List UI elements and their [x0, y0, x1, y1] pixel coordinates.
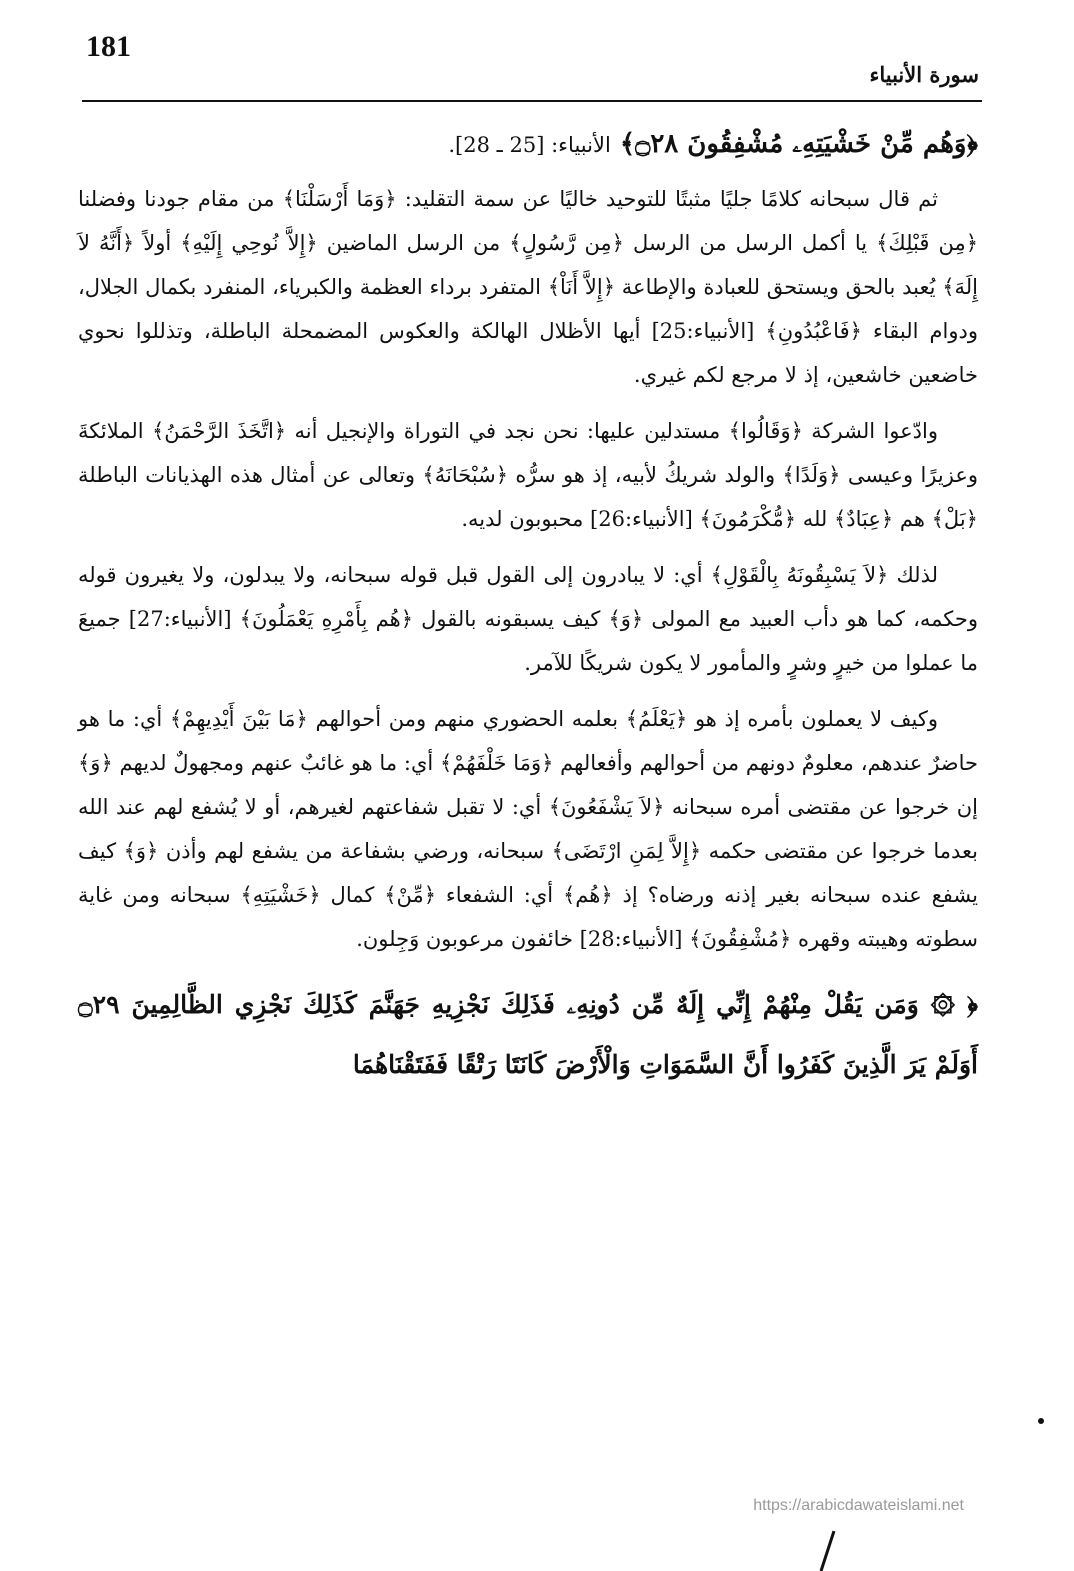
- watermark-url: https://arabicdawateislami.net: [753, 1497, 964, 1514]
- opening-verse-line: [78, 118, 978, 171]
- page-body: [78, 118, 978, 1095]
- paragraph-1: ثم قال سبحانه كلامًا جليًا مثبتًا للتوحيد خاليًا عن سمة التقليد: ﴿وَمَا أَرْسَلْنَا﴾ من مقام جودنا وفضلنا ﴿مِن قَبْلِكَ﴾ يا أكمل الرسل من الرسل ﴿مِن رَّسُولٍ﴾ من الرسل الماضين ﴿إِلاَّ نُوحِي إِلَيْهِ﴾ أولاً ﴿أَنَّهُ لاَ إِلَهَ﴾ يُعبد بالحق ويستحق للعبادة والإطاعة ﴿إِلاَّ أَنَاْ﴾ المتفرد برداء العظمة والكبرياء، المنفرد بكمال الجلال، ودوام البقاء ﴿فَاعْبُدُونِ﴾ [الأنبياء:25] أيها الأظلال الهالكة والعكوس المضمحلة الباطلة، وتذللوا نحوي خاضعين خاشعين، إذ لا مرجع لكم غيري.: [78, 187, 978, 387]
- surah-title: سورة الأنبياء: [869, 62, 979, 87]
- margin-dot: [1038, 1418, 1044, 1424]
- opening-reference: الأنبياء: [25 ـ 28].: [448, 133, 611, 157]
- paragraph-3: لذلك ﴿لاَ يَسْبِقُونَهُ بِالْقَوْلِ﴾ أي: لا يبادرون إلى القول قبل قوله سبحانه، ولا يبدلون، ولا يغيرون قوله وحكمه، كما هو دأب العبيد مع المولى ﴿وَ﴾ كيف يسبقونه بالقول ﴿هُم بِأَمْرِهِ يَعْمَلُونَ﴾ [الأنبياء:27] جميعَ ما عملوا من خيرٍ وشرٍ والمأمور لا يكون شريكًا للآمر.: [78, 563, 978, 675]
- closing-verses: ﴿ ۞ وَمَن يَقُلْ مِنْهُمْ إِنِّي إِلَهٌ مِّن دُونِهِۦ فَذَلِكَ نَجْزِيهِ جَهَنَّمَ كَذَلِكَ نَجْزِي الظَّالِمِينَ ۝٢٩ أَوَلَمْ يَرَ الَّذِينَ كَفَرُوا أَنَّ السَّمَوَاتِ وَالْأَرْضَ كَانَتَا رَتْقًا فَفَتَقْنَاهُمَا: [78, 990, 978, 1079]
- page-number: 181: [86, 30, 131, 63]
- header-rule: [82, 100, 982, 102]
- pen-mark: [820, 1531, 836, 1571]
- paragraph-2: وادّعوا الشركة ﴿وَقَالُوا﴾ مستدلين عليها: نحن نجد في التوراة والإنجيل أنه ﴿اتَّخَذَ الرَّحْمَنُ﴾ الملائكةَ وعزيرًا وعيسى ﴿وَلَدًا﴾ والولد شريكُ لأبيه، إذ هو سرُّه ﴿سُبْحَانَهُ﴾ وتعالى عن أمثال هذه الهذيانات الباطلة ﴿بَلْ﴾ هم ﴿عِبَادٌ﴾ لله ﴿مُّكْرَمُونَ﴾ [الأنبياء:26] محبوبون لديه.: [78, 419, 978, 531]
- opening-verse: ﴿وَهُم مِّنْ خَشْيَتِهِۦ مُشْفِقُونَ ۝٢٨﴾: [619, 129, 978, 159]
- paragraph-4: وكيف لا يعملون بأمره إذ هو ﴿يَعْلَمُ﴾ بعلمه الحضوري منهم ومن أحوالهم ﴿مَا بَيْنَ أَيْدِيهِمْ﴾ أي: ما هو حاضرٌ عندهم، معلومٌ دونهم من أحوالهم وأفعالهم ﴿وَمَا خَلْفَهُمْ﴾ أي: ما هو غائبٌ عنهم ومجهولٌ لديهم ﴿وَ﴾ إن خرجوا عن مقتضى أمره سبحانه ﴿لاَ يَشْفَعُونَ﴾ أي: لا تقبل شفاعتهم لغيرهم، أو لا يُشفع لهم عند الله بعدما خرجوا عن مقتضى حكمه ﴿إِلاَّ لِمَنِ ارْتَضَى﴾ سبحانه، ورضي بشفاعة من يشفع لهم وأذن ﴿وَ﴾ كيف يشفع عنده سبحانه بغير إذنه ورضاه؟ إذ ﴿هُم﴾ أي: الشفعاء ﴿مِّنْ﴾ كمال ﴿خَشْيَتِهِ﴾ سبحانه ومن غاية سطوته وهيبته وقهره ﴿مُشْفِقُونَ﴾ [الأنبياء:28] خائفون مرعوبون وَجِلون.: [78, 707, 978, 951]
